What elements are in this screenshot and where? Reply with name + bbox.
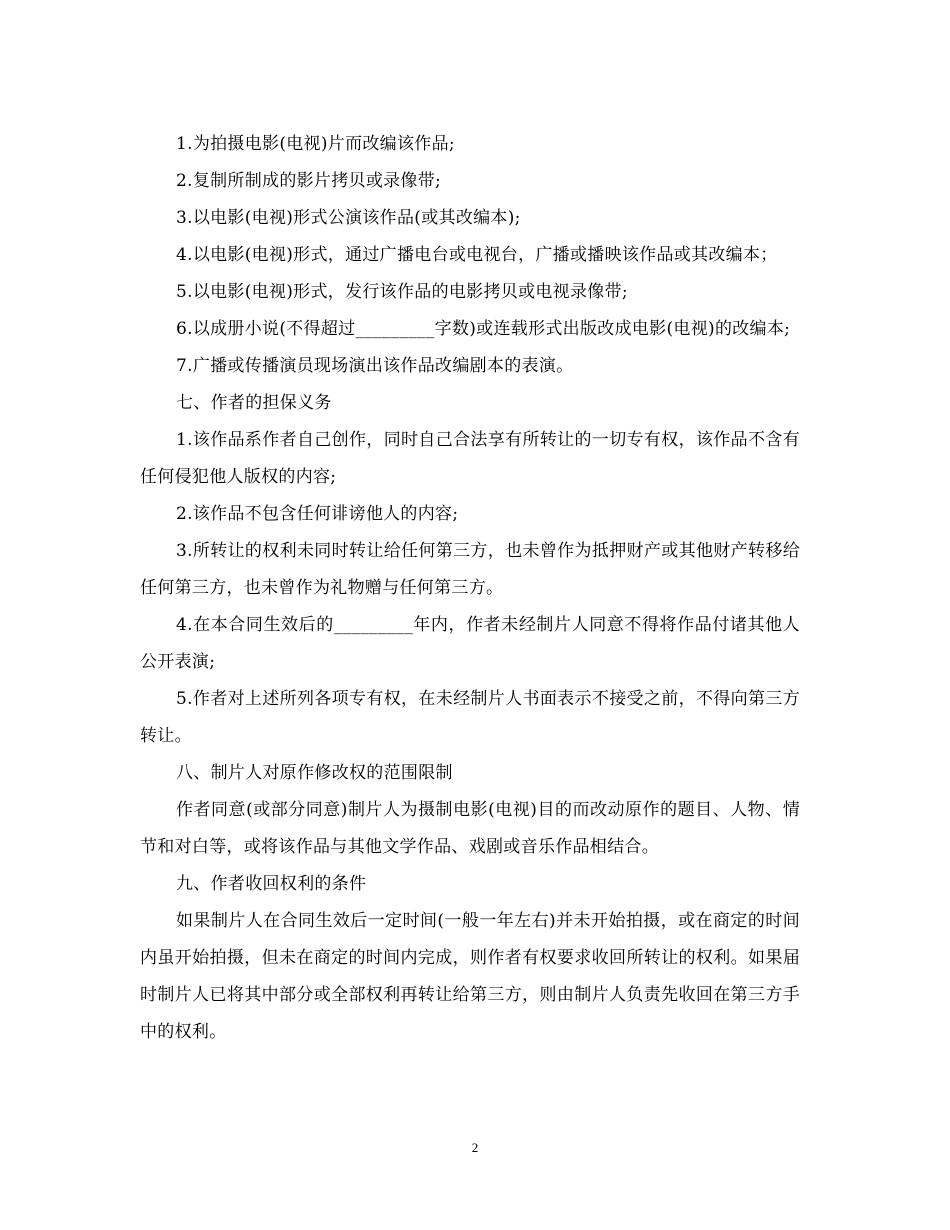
section-heading: 七、作者的担保义务 (176, 393, 332, 413)
paragraph: 5.以电影(电视)形式，发行该作品的电影拷贝或电视录像带; (176, 282, 628, 302)
paragraph: 4.以电影(电视)形式，通过广播电台或电视台，广播或播映该作品或其改编本； (176, 245, 778, 265)
paragraph: 2.该作品不包含任何诽谤他人的内容; (176, 504, 459, 524)
paragraph: 6.以成册小说(不得超过_________字数)或连载形式出版改成电影(电视)的改编本; (176, 319, 791, 339)
paragraph: 3.以电影(电视)形式公演该作品(或其改编本); (176, 208, 521, 228)
paragraph: 1.该作品系作者自己创作，同时自己合法享有所转让的一切专有权，该作品不含有任何侵犯他人版权的内容; (140, 430, 800, 487)
paragraph: 3.所转让的权利未同时转让给任何第三方，也未曾作为抵押财产或其他财产转移给任何第三方，也未曾作为礼物赠与任何第三方。 (140, 541, 800, 598)
paragraph: 2.复制所制成的影片拷贝或录像带; (176, 171, 442, 191)
paragraph: 1.为拍摄电影(电视)片而改编该作品; (176, 134, 455, 154)
paragraph: 7.广播或传播演员现场演出该作品改编剧本的表演。 (176, 356, 574, 376)
section-heading: 八、制片人对原作修改权的范围限制 (176, 763, 453, 783)
paragraph: 作者同意(或部分同意)制片人为摄制电影(电视)目的而改动原作的题目、人物、情节和对白等，或将该作品与其他文学作品、戏剧或音乐作品相结合。 (140, 800, 800, 857)
paragraph: 4.在本合同生效后的_________年内，作者未经制片人同意不得将作品付诸其他人公开表演; (140, 615, 800, 672)
document-body (140, 126, 800, 1051)
page-number: 2 (471, 1140, 479, 1155)
paragraph: 5.作者对上述所列各项专有权，在未经制片人书面表示不接受之前，不得向第三方转让。 (140, 689, 800, 746)
paragraph: 如果制片人在合同生效后一定时间(一般一年左右)并未开始拍摄，或在商定的时间内虽开始拍摄，但未在商定的时间内完成，则作者有权要求收回所转让的权利。如果届时制片人已将其中部分或全部权利再转让给第三方，则由制片人负责先收回在第三方手中的权利。 (140, 911, 800, 1042)
section-heading: 九、作者收回权利的条件 (176, 874, 367, 894)
